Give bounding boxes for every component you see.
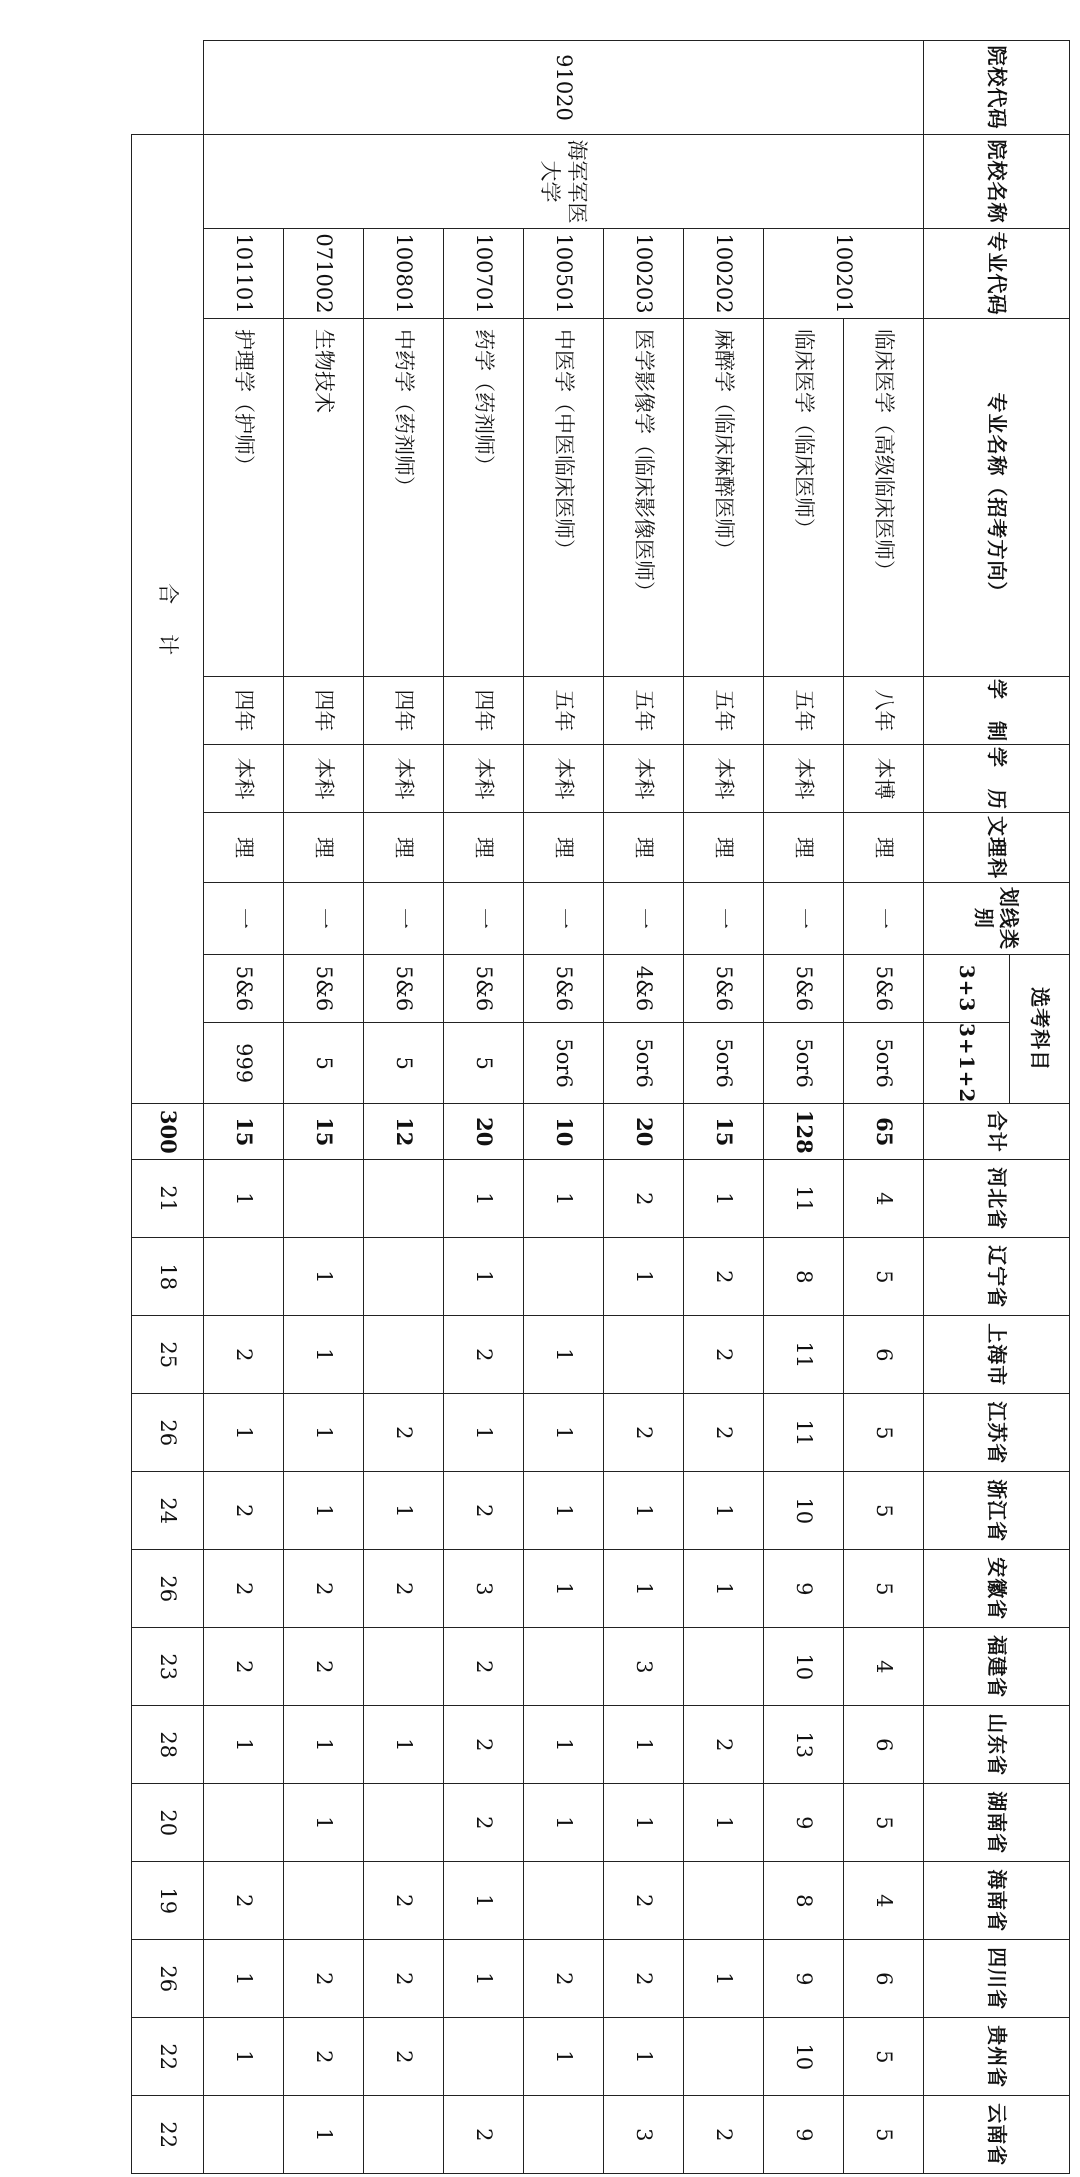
- elective-33-cell: 5&6: [684, 955, 764, 1023]
- count-cell: 1: [444, 1160, 524, 1238]
- count-cell: 2: [204, 1472, 284, 1550]
- count-cell: [364, 2096, 444, 2174]
- subject-cell: 理: [364, 813, 444, 883]
- header-province: 河北省: [924, 1160, 1070, 1238]
- count-cell: 2: [444, 2096, 524, 2174]
- summary-count-cell: 18: [132, 1238, 204, 1316]
- header-subject: 文理科: [924, 813, 1070, 883]
- count-cell: 9: [764, 2096, 844, 2174]
- grand-total-cell: 300: [132, 1104, 204, 1160]
- count-cell: 1: [604, 1784, 684, 1862]
- count-cell: 5: [844, 1784, 924, 1862]
- count-cell: 1: [204, 1706, 284, 1784]
- header-major-code: 专业代码: [924, 229, 1070, 319]
- count-cell: [284, 1160, 364, 1238]
- elective-33-cell: 5&6: [284, 955, 364, 1023]
- count-cell: 1: [204, 2018, 284, 2096]
- header-province: 福建省: [924, 1628, 1070, 1706]
- total-cell: 20: [444, 1104, 524, 1160]
- count-cell: 11: [764, 1316, 844, 1394]
- count-cell: 2: [444, 1316, 524, 1394]
- elective-33-cell: 4&6: [604, 955, 684, 1023]
- subject-cell: 理: [204, 813, 284, 883]
- count-cell: 1: [284, 1316, 364, 1394]
- total-cell: 15: [684, 1104, 764, 1160]
- count-cell: 1: [444, 1940, 524, 2018]
- count-cell: 1: [604, 1238, 684, 1316]
- count-cell: 10: [764, 2018, 844, 2096]
- count-cell: 4: [844, 1160, 924, 1238]
- count-cell: 8: [764, 1238, 844, 1316]
- count-cell: [204, 1238, 284, 1316]
- elective-33-cell: 5&6: [844, 955, 924, 1023]
- count-cell: 1: [524, 1394, 604, 1472]
- count-cell: 2: [204, 1862, 284, 1940]
- elective-33-cell: 5&6: [364, 955, 444, 1023]
- total-cell: 20: [604, 1104, 684, 1160]
- elective-33-cell: 5&6: [204, 955, 284, 1023]
- duration-cell: 八年: [844, 677, 924, 745]
- major-code-cell: 100201: [764, 229, 924, 319]
- count-cell: [364, 1784, 444, 1862]
- summary-count-cell: 21: [132, 1160, 204, 1238]
- count-cell: [364, 1628, 444, 1706]
- count-cell: [604, 1316, 684, 1394]
- subject-cell: 理: [524, 813, 604, 883]
- elective-312-cell: 999: [204, 1023, 284, 1104]
- line-type-cell: 一: [444, 883, 524, 955]
- line-type-cell: 一: [684, 883, 764, 955]
- count-cell: 1: [604, 1706, 684, 1784]
- count-cell: 1: [684, 1784, 764, 1862]
- summary-label-ji: 计: [155, 634, 180, 656]
- count-cell: 5: [844, 1472, 924, 1550]
- count-cell: 1: [364, 1472, 444, 1550]
- major-code-cell: 101101: [204, 229, 284, 319]
- duration-cell: 四年: [284, 677, 364, 745]
- header-province: 上海市: [924, 1316, 1070, 1394]
- count-cell: 2: [364, 1862, 444, 1940]
- duration-cell: 五年: [524, 677, 604, 745]
- count-cell: 1: [524, 1160, 604, 1238]
- count-cell: 2: [284, 2018, 364, 2096]
- count-cell: 1: [684, 1160, 764, 1238]
- summary-label: [132, 135, 204, 1104]
- count-cell: 2: [204, 1316, 284, 1394]
- elective-312-cell: 5: [364, 1023, 444, 1104]
- count-cell: 1: [204, 1394, 284, 1472]
- count-cell: 9: [764, 1940, 844, 2018]
- elective-312-cell: 5or6: [844, 1023, 924, 1104]
- header-province: 湖南省: [924, 1784, 1070, 1862]
- count-cell: 6: [844, 1940, 924, 2018]
- count-cell: 2: [444, 1784, 524, 1862]
- duration-cell: 四年: [204, 677, 284, 745]
- elective-312-cell: 5or6: [764, 1023, 844, 1104]
- school-code-cell: 91020: [204, 41, 924, 135]
- summary-count-cell: 24: [132, 1472, 204, 1550]
- count-cell: 2: [604, 1160, 684, 1238]
- count-cell: [524, 1628, 604, 1706]
- count-cell: 5: [844, 1550, 924, 1628]
- count-cell: 1: [524, 2018, 604, 2096]
- subject-cell: 理: [604, 813, 684, 883]
- elective-312-cell: 5or6: [524, 1023, 604, 1104]
- count-cell: 1: [524, 1472, 604, 1550]
- count-cell: [204, 1784, 284, 1862]
- count-cell: 1: [284, 2096, 364, 2174]
- count-cell: 9: [764, 1784, 844, 1862]
- count-cell: 13: [764, 1706, 844, 1784]
- summary-count-cell: 20: [132, 1784, 204, 1862]
- count-cell: 6: [844, 1706, 924, 1784]
- table-row: [284, 41, 364, 2174]
- header-province: 浙江省: [924, 1472, 1070, 1550]
- summary-count-cell: 22: [132, 2018, 204, 2096]
- count-cell: 5: [844, 2018, 924, 2096]
- header-province: 四川省: [924, 1940, 1070, 2018]
- count-cell: 1: [284, 1784, 364, 1862]
- header-province: 云南省: [924, 2096, 1070, 2174]
- count-cell: [524, 1238, 604, 1316]
- degree-cell: 本科: [364, 745, 444, 813]
- count-cell: 5: [844, 1394, 924, 1472]
- table-row: [364, 41, 444, 2174]
- duration-cell: 五年: [684, 677, 764, 745]
- major-name-cell: 医学影像学（临床影像医师）: [604, 319, 684, 677]
- count-cell: 1: [604, 1550, 684, 1628]
- table-row: [764, 41, 844, 2174]
- line-type-cell: 一: [764, 883, 844, 955]
- count-cell: 2: [444, 1472, 524, 1550]
- count-cell: 2: [284, 1940, 364, 2018]
- major-code-cell: 100801: [364, 229, 444, 319]
- header-province: 山东省: [924, 1706, 1070, 1784]
- count-cell: 2: [204, 1628, 284, 1706]
- count-cell: 11: [764, 1394, 844, 1472]
- count-cell: 1: [524, 1316, 604, 1394]
- count-cell: [524, 1862, 604, 1940]
- total-cell: 10: [524, 1104, 604, 1160]
- count-cell: 10: [764, 1628, 844, 1706]
- major-name-cell: 临床医学（高级临床医师）: [844, 319, 924, 677]
- elective-312-cell: 5or6: [604, 1023, 684, 1104]
- count-cell: 2: [684, 1394, 764, 1472]
- count-cell: 5: [844, 1238, 924, 1316]
- line-type-cell: 一: [844, 883, 924, 955]
- major-name-cell: 麻醉学（临床麻醉医师）: [684, 319, 764, 677]
- total-cell: 65: [844, 1104, 924, 1160]
- count-cell: 5: [844, 2096, 924, 2174]
- count-cell: 4: [844, 1628, 924, 1706]
- count-cell: [364, 1238, 444, 1316]
- count-cell: [684, 2018, 764, 2096]
- count-cell: 1: [204, 1160, 284, 1238]
- elective-312-cell: 5or6: [684, 1023, 764, 1104]
- header-elective-312: 3+1+2: [924, 1023, 1010, 1104]
- major-name-cell: 中医学（中医临床医师）: [524, 319, 604, 677]
- line-type-cell: 一: [204, 883, 284, 955]
- header-elective: 选考科目: [1010, 955, 1070, 1104]
- count-cell: 2: [204, 1550, 284, 1628]
- line-type-cell: 一: [364, 883, 444, 955]
- count-cell: 1: [604, 1472, 684, 1550]
- count-cell: 2: [684, 1706, 764, 1784]
- summary-count-cell: 26: [132, 1550, 204, 1628]
- table-row: [444, 41, 524, 2174]
- header-line-type: 划线类别: [924, 883, 1070, 955]
- enrollment-plan-table: [131, 40, 1070, 2174]
- header-degree: 学 历: [924, 745, 1070, 813]
- count-cell: 6: [844, 1316, 924, 1394]
- summary-blank: [132, 41, 204, 135]
- count-cell: 2: [684, 1316, 764, 1394]
- count-cell: [364, 1316, 444, 1394]
- count-cell: 1: [524, 1550, 604, 1628]
- elective-33-cell: 5&6: [444, 955, 524, 1023]
- table-row: [684, 41, 764, 2174]
- degree-cell: 本科: [684, 745, 764, 813]
- subject-cell: 理: [844, 813, 924, 883]
- header-elective-33: 3+3: [924, 955, 1010, 1023]
- count-cell: 1: [444, 1862, 524, 1940]
- line-type-cell: 一: [284, 883, 364, 955]
- table-row: [204, 41, 284, 2174]
- count-cell: [284, 1862, 364, 1940]
- major-code-cell: 100501: [524, 229, 604, 319]
- count-cell: 2: [684, 1238, 764, 1316]
- count-cell: 3: [604, 1628, 684, 1706]
- duration-cell: 四年: [444, 677, 524, 745]
- summary-count-cell: 28: [132, 1706, 204, 1784]
- count-cell: 1: [684, 1550, 764, 1628]
- header-province: 辽宁省: [924, 1238, 1070, 1316]
- school-name-cell: 海军军医大学: [204, 135, 924, 229]
- count-cell: 1: [204, 1940, 284, 2018]
- degree-cell: 本科: [764, 745, 844, 813]
- degree-cell: 本科: [284, 745, 364, 813]
- header-province: 海南省: [924, 1862, 1070, 1940]
- total-cell: 15: [204, 1104, 284, 1160]
- degree-cell: 本科: [444, 745, 524, 813]
- degree-cell: 本科: [524, 745, 604, 813]
- count-cell: 2: [364, 1394, 444, 1472]
- elective-312-cell: 5: [444, 1023, 524, 1104]
- count-cell: 1: [524, 1784, 604, 1862]
- count-cell: [364, 1160, 444, 1238]
- count-cell: 1: [684, 1940, 764, 2018]
- count-cell: [444, 2018, 524, 2096]
- count-cell: 2: [364, 2018, 444, 2096]
- duration-cell: 五年: [604, 677, 684, 745]
- major-name-cell: 生物技术: [284, 319, 364, 677]
- summary-count-cell: 23: [132, 1628, 204, 1706]
- major-code-cell: 100701: [444, 229, 524, 319]
- summary-count-cell: 26: [132, 1394, 204, 1472]
- count-cell: 2: [444, 1628, 524, 1706]
- total-cell: 15: [284, 1104, 364, 1160]
- count-cell: [684, 1862, 764, 1940]
- line-type-cell: 一: [604, 883, 684, 955]
- line-type-cell: 一: [524, 883, 604, 955]
- count-cell: 1: [284, 1394, 364, 1472]
- count-cell: 2: [284, 1550, 364, 1628]
- count-cell: 2: [284, 1628, 364, 1706]
- major-name-cell: 药学（药剂师）: [444, 319, 524, 677]
- count-cell: 2: [604, 1862, 684, 1940]
- elective-33-cell: 5&6: [524, 955, 604, 1023]
- count-cell: 8: [764, 1862, 844, 1940]
- summary-row: [132, 41, 204, 2174]
- count-cell: 11: [764, 1160, 844, 1238]
- count-cell: 1: [284, 1238, 364, 1316]
- count-cell: 2: [364, 1550, 444, 1628]
- summary-count-cell: 25: [132, 1316, 204, 1394]
- header-school-name: 院校名称: [924, 135, 1070, 229]
- summary-count-cell: 26: [132, 1940, 204, 2018]
- table-row: [844, 41, 924, 2174]
- count-cell: 1: [604, 2018, 684, 2096]
- header-duration: 学 制: [924, 677, 1070, 745]
- header-school-code: 院校代码: [924, 41, 1070, 135]
- major-name-cell: 护理学（护师）: [204, 319, 284, 677]
- count-cell: 2: [604, 1394, 684, 1472]
- count-cell: 2: [444, 1706, 524, 1784]
- degree-cell: 本科: [204, 745, 284, 813]
- major-name-cell: 中药学（药剂师）: [364, 319, 444, 677]
- duration-cell: 五年: [764, 677, 844, 745]
- total-cell: 12: [364, 1104, 444, 1160]
- count-cell: 1: [284, 1472, 364, 1550]
- table-row: [604, 41, 684, 2174]
- count-cell: 2: [524, 1940, 604, 2018]
- header-major-name: 专业名称（招考方向）: [924, 319, 1070, 677]
- header-row-top: [1010, 41, 1070, 2174]
- degree-cell: 本科: [604, 745, 684, 813]
- subject-cell: 理: [284, 813, 364, 883]
- major-code-cell: 100203: [604, 229, 684, 319]
- elective-312-cell: 5: [284, 1023, 364, 1104]
- major-code-cell: 071002: [284, 229, 364, 319]
- count-cell: [684, 1628, 764, 1706]
- count-cell: 3: [444, 1550, 524, 1628]
- total-cell: 128: [764, 1104, 844, 1160]
- summary-count-cell: 19: [132, 1862, 204, 1940]
- count-cell: [524, 2096, 604, 2174]
- count-cell: 1: [364, 1706, 444, 1784]
- major-code-cell: 100202: [684, 229, 764, 319]
- summary-label-he: 合: [155, 583, 180, 635]
- count-cell: 1: [684, 1472, 764, 1550]
- count-cell: 2: [364, 1940, 444, 2018]
- subject-cell: 理: [444, 813, 524, 883]
- header-province: 安徽省: [924, 1550, 1070, 1628]
- count-cell: 3: [604, 2096, 684, 2174]
- header-province: 贵州省: [924, 2018, 1070, 2096]
- count-cell: 1: [444, 1238, 524, 1316]
- count-cell: 4: [844, 1862, 924, 1940]
- major-name-cell: 临床医学（临床医师）: [764, 319, 844, 677]
- subject-cell: 理: [684, 813, 764, 883]
- count-cell: 1: [284, 1706, 364, 1784]
- duration-cell: 四年: [364, 677, 444, 745]
- summary-count-cell: 22: [132, 2096, 204, 2174]
- elective-33-cell: 5&6: [764, 955, 844, 1023]
- subject-cell: 理: [764, 813, 844, 883]
- table-row: [524, 41, 604, 2174]
- header-province: 江苏省: [924, 1394, 1070, 1472]
- header-total: 合计: [924, 1104, 1070, 1160]
- count-cell: 9: [764, 1550, 844, 1628]
- count-cell: [204, 2096, 284, 2174]
- degree-cell: 本博: [844, 745, 924, 813]
- count-cell: 2: [604, 1940, 684, 2018]
- count-cell: 1: [524, 1706, 604, 1784]
- count-cell: 2: [684, 2096, 764, 2174]
- count-cell: 10: [764, 1472, 844, 1550]
- count-cell: 1: [444, 1394, 524, 1472]
